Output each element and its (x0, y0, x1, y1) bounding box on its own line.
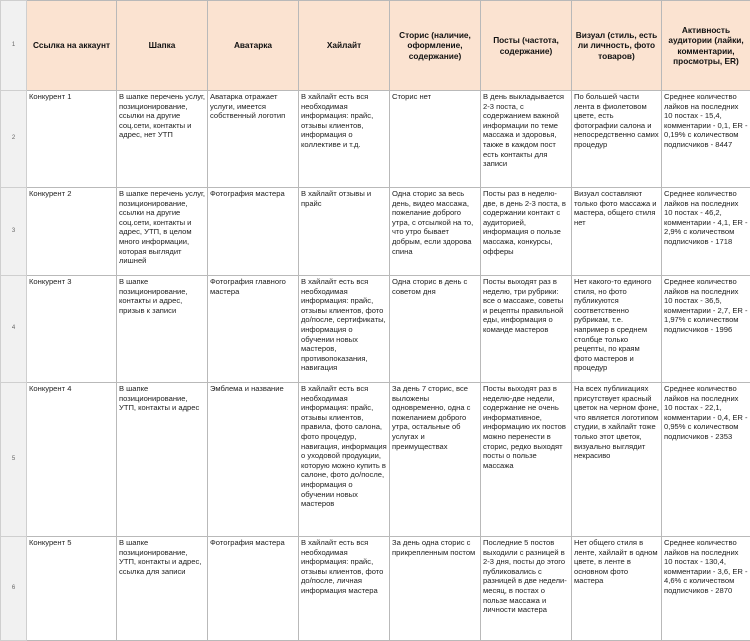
cell-text: Визуал составляют только фото массажа и мастера, общего стиля нет (574, 189, 659, 274)
cell-text: Конкурент 2 (29, 189, 114, 274)
cell-text: Фотография мастера (210, 189, 296, 274)
cell-profile-header[interactable] (117, 383, 208, 537)
row-number[interactable]: 1 (1, 1, 27, 91)
cell-text: Среднее количество лайков на последних 10 постах - 36,5, комментарии - 2,7, ER - 1,97% с количеством подписчиков - 1996 (664, 277, 748, 381)
cell-text: В хайлайт отзывы и прайс (301, 189, 387, 274)
cell-text: В день выкладывается 2-3 поста, с содержанием важной информации по теме массажа и здоровья, также в каждом пост есть контакты для записи (483, 92, 569, 186)
cell-stories[interactable] (390, 537, 481, 641)
cell-text: По большей части лента в фиолетовом цвете, есть фотографии салона и непосредственно самих процедур (574, 92, 659, 186)
cell-text: Эмблема и название (210, 384, 296, 535)
header-avatar[interactable]: Аватарка (208, 1, 299, 91)
cell-visual[interactable] (572, 91, 662, 188)
row-number[interactable]: 4 (1, 276, 27, 383)
cell-text: Конкурент 5 (29, 538, 114, 639)
header-row (1, 1, 750, 91)
cell-stories[interactable] (390, 91, 481, 188)
cell-posts[interactable] (481, 276, 572, 383)
cell-text: В шапке позиционирование, УТП, контакты и адрес, ссылка для записи (119, 538, 205, 639)
cell-posts[interactable] (481, 537, 572, 641)
header-profile-header[interactable]: Шапка (117, 1, 208, 91)
table-row (1, 91, 750, 188)
cell-text: Аватарка отражает услуги, имеется собственный логотип (210, 92, 296, 186)
cell-visual[interactable] (572, 537, 662, 641)
cell-account[interactable] (27, 276, 117, 383)
cell-text: В шапке позиционирование, УТП, контакты и адрес (119, 384, 205, 535)
cell-text: Нет какого-то единого стиля, но фото публикуются соответственно рубрикам, т.е. например в среднем столбце только рецепты, по краям фото мастеров и процедур (574, 277, 659, 381)
header-posts[interactable]: Посты (частота, содержание) (481, 1, 572, 91)
cell-text: Фотография мастера (210, 538, 296, 639)
cell-text: Посты выходят раз в неделю, три рубрики: все о массаже, советы и рецепты правильной еды, информация о команде мастеров (483, 277, 569, 381)
cell-account[interactable] (27, 91, 117, 188)
row-number[interactable]: 2 (1, 91, 27, 188)
cell-text: В хайлайт есть вся необходимая информация: прайс, отзывы клиентов, фото до/после, личная информация мастера (301, 538, 387, 639)
cell-text: Сторис нет (392, 92, 478, 186)
cell-highlights[interactable] (299, 188, 390, 276)
table-row (1, 537, 750, 641)
cell-avatar[interactable] (208, 188, 299, 276)
cell-account[interactable] (27, 383, 117, 537)
cell-posts[interactable] (481, 383, 572, 537)
cell-text: Конкурент 4 (29, 384, 114, 535)
cell-stories[interactable] (390, 188, 481, 276)
cell-text: Одна сторис за весь день, видео массажа, пожелание доброго утра, с отсылкой на то, что утро бывает добрым, если здорова спина (392, 189, 478, 274)
header-stories[interactable]: Сторис (наличие, оформление, содержание) (390, 1, 481, 91)
row-number[interactable]: 6 (1, 537, 27, 641)
cell-text: Среднее количество лайков на последних 10 постах - 15,4, комментарии - 0,1, ER - 0,19% с количеством подписчиков - 8447 (664, 92, 748, 186)
cell-avatar[interactable] (208, 91, 299, 188)
cell-text: Фотография главного мастера (210, 277, 296, 381)
row-number[interactable]: 5 (1, 383, 27, 537)
cell-visual[interactable] (572, 188, 662, 276)
cell-text: В шапке перечень услуг, позиционирование, ссылки на другие соц.сети, контакты и адрес, УТП, в целом много информации, которая выглядит лишней (119, 189, 205, 274)
cell-avatar[interactable] (208, 383, 299, 537)
cell-stories[interactable] (390, 383, 481, 537)
row-number[interactable]: 3 (1, 188, 27, 276)
cell-text: Конкурент 3 (29, 277, 114, 381)
cell-highlights[interactable] (299, 276, 390, 383)
table-row (1, 383, 750, 537)
cell-audience-activity[interactable] (662, 276, 750, 383)
cell-profile-header[interactable] (117, 91, 208, 188)
cell-text: Среднее количество лайков на последних 10 постах - 22,1, комментарии - 0,4, ER - 0,95% с количеством подписчиков - 2353 (664, 384, 748, 535)
cell-posts[interactable] (481, 188, 572, 276)
header-account-link[interactable]: Ссылка на аккаунт (27, 1, 117, 91)
table-row (1, 276, 750, 383)
cell-highlights[interactable] (299, 91, 390, 188)
cell-text: За день 7 сторис, все выложены одновременно, одна с пожеланием доброго утра, остальные об услугах и преимуществах (392, 384, 478, 535)
cell-visual[interactable] (572, 276, 662, 383)
cell-text: Посты выходят раз в неделю-две недели, содержание не очень информативное, информацию их постов можно перенести в сторис, редко выходят посты о пользе массажа (483, 384, 569, 535)
cell-text: На всех публикациях присутствует красный цветок на черном фоне, что является логотипом студии, в хайлайт тоже только этот цветок, визуально выглядит некрасиво (574, 384, 659, 535)
cell-stories[interactable] (390, 276, 481, 383)
cell-text: Посты раз в неделю-две, в день 2-3 поста, в содержании контакт с аудиторией, информация о пользе массажа, конкурсы, офферы (483, 189, 569, 274)
cell-text: За день одна сторис с прикрепленным постом (392, 538, 478, 639)
cell-account[interactable] (27, 537, 117, 641)
cell-audience-activity[interactable] (662, 91, 750, 188)
cell-text: В хайлайт есть вся необходимая информация: прайс, отзывы клиентов, информация о коллективе и т.д. (301, 92, 387, 186)
cell-posts[interactable] (481, 91, 572, 188)
cell-profile-header[interactable] (117, 537, 208, 641)
cell-audience-activity[interactable] (662, 188, 750, 276)
cell-highlights[interactable] (299, 383, 390, 537)
cell-text: Последние 5 постов выходили с разницей в 2-3 дня, посты до этого публиковались с разницей в две недели-месяц, в постах о пользе массажа и личности мастера (483, 538, 569, 639)
cell-highlights[interactable] (299, 537, 390, 641)
cell-text: В хайлайт есть вся необходимая информация: прайс, отзывы клиентов, фото до/после, сертификаты, информация о обучении новых мастеров, противопоказания, навигация (301, 277, 387, 381)
cell-profile-header[interactable] (117, 188, 208, 276)
cell-account[interactable] (27, 188, 117, 276)
cell-text: В хайлайт есть вся необходимая информация: прайс, отзывы клиентов, правила, фото салона, фото процедур, навигация, информация о уходовой продукции, которую можно купить в салоне, фото до/после, информация о обучении новых мастеров (301, 384, 387, 535)
cell-text: В шапке позиционирование, контакты и адрес, призыв к записи (119, 277, 205, 381)
cell-text: Конкурент 1 (29, 92, 114, 186)
cell-audience-activity[interactable] (662, 383, 750, 537)
cell-text: Нет общего стиля в ленте, хайлайт в одном цвете, в ленте в основном фото мастера (574, 538, 659, 639)
header-highlights[interactable]: Хайлайт (299, 1, 390, 91)
cell-text: Одна сторис в день с советом дня (392, 277, 478, 381)
cell-text: Среднее количество лайков на последних 10 постах - 46,2, комментарии - 4,1, ER - 2,9% с количеством подписчиков - 1718 (664, 189, 748, 274)
cell-avatar[interactable] (208, 537, 299, 641)
header-audience-activity[interactable]: Активность аудитории (лайки, комментарии, просмотры, ER) (662, 1, 750, 91)
cell-avatar[interactable] (208, 276, 299, 383)
cell-text: Среднее количество лайков на последних 10 постах - 130,4, комментарии - 3,6, ER - 4,6% с количеством подписчиков - 2870 (664, 538, 748, 639)
cell-audience-activity[interactable] (662, 537, 750, 641)
cell-profile-header[interactable] (117, 276, 208, 383)
header-visual[interactable]: Визуал (стиль, есть ли личность, фото товаров) (572, 1, 662, 91)
table-row (1, 188, 750, 276)
cell-visual[interactable] (572, 383, 662, 537)
cell-text: В шапке перечень услуг, позиционирование, ссылки на другие соц.сети, контакты и адрес, нет УТП (119, 92, 205, 186)
